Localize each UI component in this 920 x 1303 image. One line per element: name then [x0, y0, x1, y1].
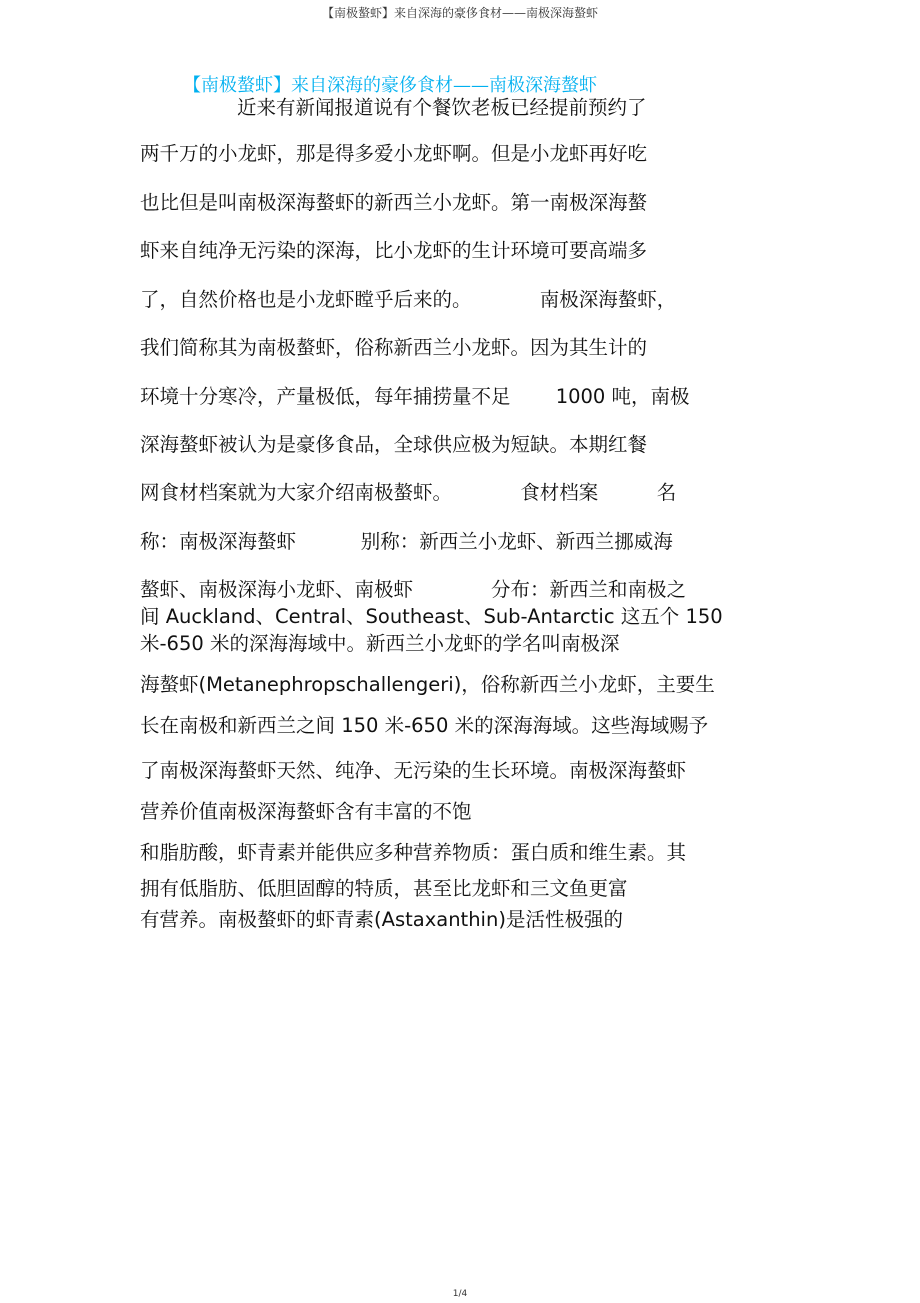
body-line: 和脂肪酸，虾青素并能供应多种营养物质：蛋白质和维生素。其 — [140, 841, 687, 864]
body-line: 螯虾、南极深海小龙虾、南极虾 分布：新西兰和南极之 — [140, 578, 687, 601]
body-line: 有营养。南极螯虾的虾青素(Astaxanthin)是活性极强的 — [140, 908, 623, 931]
body-line: 了，自然价格也是小龙虾瞠乎后来的。 南极深海螯虾， — [140, 288, 677, 311]
body-line: 虾来自纯净无污染的深海，比小龙虾的生计环境可要高端多 — [140, 239, 648, 262]
document-title: 【南极螯虾】来自深海的豪侈食材——南极深海螯虾 — [183, 75, 597, 96]
body-line: 海螯虾(Metanephropschallengeri)，俗称新西兰小龙虾，主要生 — [140, 673, 715, 696]
body-line: 近来有新闻报道说有个餐饮老板已经提前预约了 — [237, 96, 647, 119]
body-line: 长在南极和新西兰之间 150 米-650 米的深海海域。这些海域赐予 — [140, 714, 709, 737]
body-line: 米-650 米的深海海域中。新西兰小龙虾的学名叫南极深 — [140, 632, 620, 655]
body-line: 深海螯虾被认为是豪侈食品，全球供应极为短缺。本期红餐 — [140, 433, 648, 456]
body-line: 间 Auckland、Central、Southeast、Sub-Antarctic 这五个 150 — [140, 605, 723, 628]
page-number: 1/4 — [452, 1289, 468, 1299]
running-header: 【南极螯虾】来自深海的豪侈食材——南极深海螯虾 — [321, 6, 598, 20]
body-line: 也比但是叫南极深海螯虾的新西兰小龙虾。第一南极深海螯 — [140, 191, 648, 214]
body-line: 了南极深海螯虾天然、纯净、无污染的生长环境。南极深海螯虾 — [140, 759, 687, 782]
body-line: 我们简称其为南极螯虾，俗称新西兰小龙虾。因为其生计的 — [140, 336, 648, 359]
body-line: 网食材档案就为大家介绍南极螯虾。 食材档案 名 — [140, 481, 677, 504]
body-line: 环境十分寒冷，产量极低，每年捕捞量不足 1000 吨，南极 — [140, 385, 690, 408]
body-line: 两千万的小龙虾，那是得多爱小龙虾啊。但是小龙虾再好吃 — [140, 142, 648, 165]
body-line: 称：南极深海螯虾 别称：新西兰小龙虾、新西兰挪威海 — [140, 530, 673, 553]
body-line: 拥有低脂肪、低胆固醇的特质，甚至比龙虾和三文鱼更富 — [140, 877, 628, 900]
body-line: 营养价值南极深海螯虾含有丰富的不饱 — [140, 800, 472, 823]
